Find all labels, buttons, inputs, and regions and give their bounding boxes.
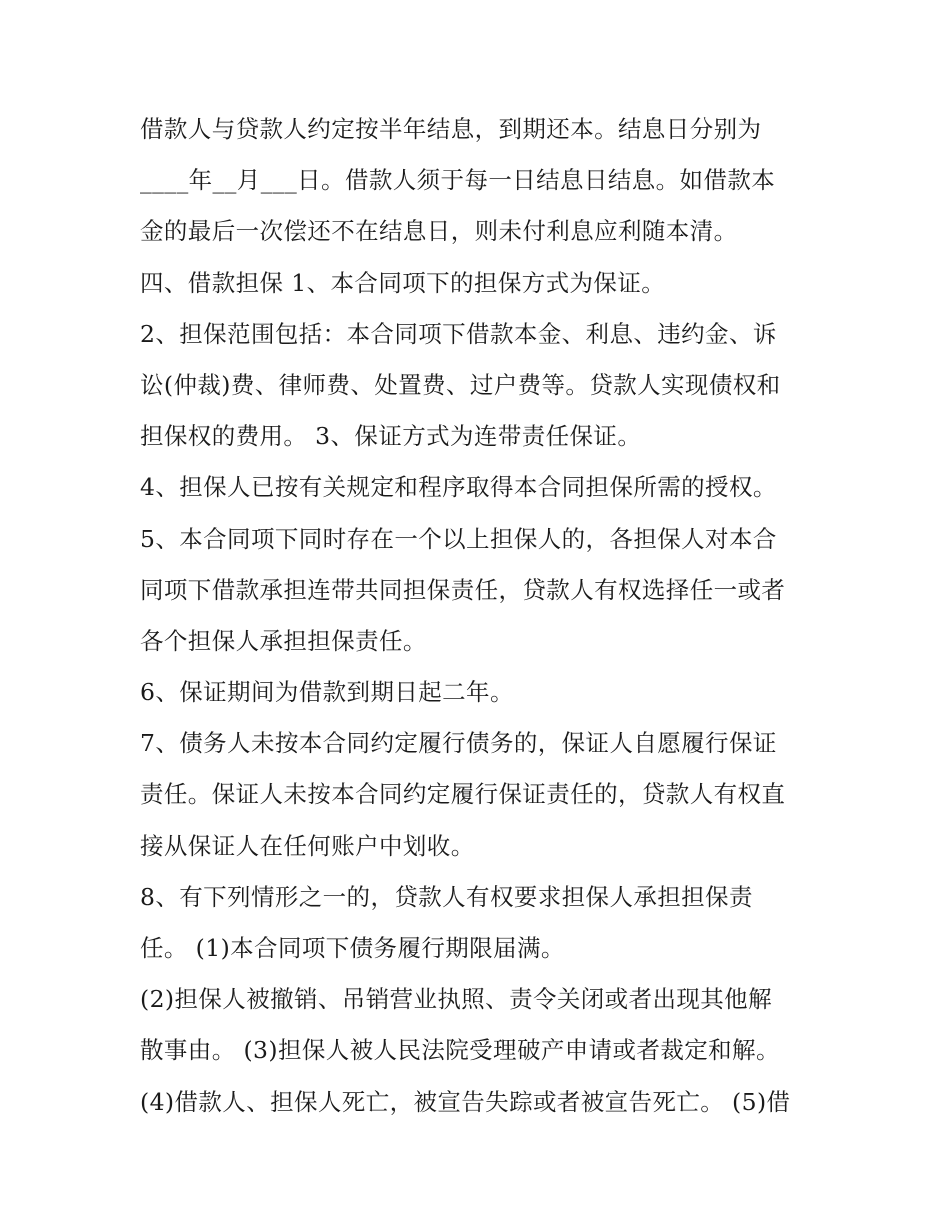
text-line: (2)担保人被撤销、吊销营业执照、责令关闭或者出现其他解 xyxy=(140,985,772,1014)
text-line: 5、本合同项下同时存在一个以上担保人的，各担保人对本合 xyxy=(140,524,777,553)
text-line: ____年__月___日。借款人须于每一日结息日结息。如借款本 xyxy=(140,166,776,195)
text-line: (4)借款人、担保人死亡，被宣告失踪或者被宣告死亡。 (5)借 xyxy=(140,1087,791,1116)
text-line: 散事由。 (3)担保人被人民法院受理破产申请或者裁定和解。 xyxy=(140,1036,780,1065)
text-line: 借款人与贷款人约定按半年结息，到期还本。结息日分别为 xyxy=(140,115,762,143)
text-line: 讼(仲裁)费、律师费、处置费、过户费等。贷款人实现债权和 xyxy=(140,370,781,399)
text-line: 担保权的费用。 3、保证方式为连带责任保证。 xyxy=(140,422,642,451)
text-line: 四、借款担保 1、本合同项下的担保方式为保证。 xyxy=(140,268,666,297)
text-line: 金的最后一次偿还不在结息日，则未付利息应利随本清。 xyxy=(140,217,738,246)
text-line: 7、债务人未按本合同约定履行债务的，保证人自愿履行保证 xyxy=(140,729,777,758)
text-line: 2、担保范围包括：本合同项下借款本金、利息、违约金、诉 xyxy=(140,319,777,348)
text-line: 8、有下列情形之一的，贷款人有权要求担保人承担担保责 xyxy=(140,882,753,911)
text-line: 6、保证期间为借款到期日起二年。 xyxy=(140,678,514,707)
text-line: 责任。保证人未按本合同约定履行保证责任的，贷款人有权直 xyxy=(140,780,786,809)
document-body xyxy=(140,104,840,1128)
text-line: 同项下借款承担连带共同担保责任，贷款人有权选择任一或者 xyxy=(140,575,786,604)
text-line: 4、担保人已按有关规定和程序取得本合同担保所需的授权。 xyxy=(140,473,777,502)
text-line: 接从保证人在任何账户中划收。 xyxy=(140,831,475,860)
text-line: 任。 (1)本合同项下债务履行期限届满。 xyxy=(140,934,565,962)
text-line: 各个担保人承担担保责任。 xyxy=(140,626,427,655)
